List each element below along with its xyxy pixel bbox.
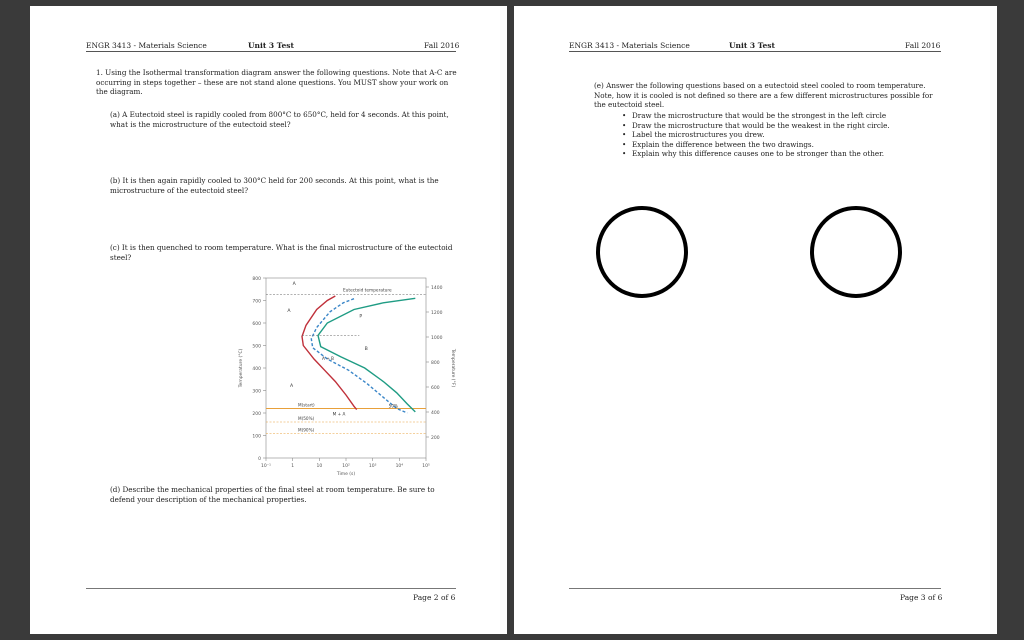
y2-tick-label: 400 — [431, 411, 440, 416]
y-tick-label: 800 — [252, 277, 261, 282]
y2-tick-label: 600 — [431, 386, 440, 391]
y-tick-label: 500 — [252, 344, 261, 350]
bullet-item: • Explain the difference between the two drawings. — [622, 140, 942, 150]
x-axis-label: Time (s) — [336, 472, 356, 477]
y-tick-label: 100 — [252, 434, 261, 440]
question-d: (d) Describe the mechanical properties of the final steel at room temperature. Be sure to defend your description of the mechanical properties. — [110, 485, 435, 504]
bullet-item: • Explain why this difference causes one to be stronger than the other. — [622, 149, 942, 159]
question-a: (a) A Eutectoid steel is rapidly cooled from 800°C to 650°C, held for 4 seconds. At this point, what is the microstructure of the eutectoid steel? — [110, 110, 449, 129]
m90-label: M(90%) — [298, 427, 315, 433]
y2-axis-label: Temperature (°F) — [450, 348, 455, 388]
y-tick-label: 300 — [252, 389, 261, 395]
y2-tick-label: 1200 — [431, 311, 443, 316]
region-label-a-mid: A — [287, 308, 291, 314]
x-tick-label: 10² — [342, 464, 350, 469]
right-drawing-circle[interactable] — [810, 206, 902, 298]
header-course: ENGR 3413 - Materials Science — [86, 41, 207, 50]
page-number: Page 3 of 6 — [900, 593, 943, 602]
region-label-a-top: A — [292, 281, 296, 287]
x-tick-label: 10⁻¹ — [261, 464, 271, 469]
question-1-intro: 1. Using the Isothermal transformation diagram answer the following questions. Note that A-C are occurring in steps together – these are not stand alone questions. You MUST show your work on the diagram. — [96, 68, 457, 97]
y-tick-label: 400 — [252, 367, 261, 372]
header-rule — [86, 51, 456, 52]
y2-tick-label: 1000 — [431, 336, 443, 341]
x-tick-label: 10 — [316, 464, 323, 469]
region-label-m-plus-a: M + A — [332, 411, 346, 417]
y-axis-label: Temperature (°C) — [239, 348, 244, 388]
page-2 — [30, 6, 507, 634]
x-tick-label: 10⁴ — [395, 464, 404, 469]
bullet-item: • Draw the microstructure that would be the strongest in the left circle — [622, 111, 942, 121]
curve-finish — [318, 298, 415, 412]
region-label-a-low: A — [290, 384, 294, 390]
x-tick-label: 1 — [291, 464, 295, 469]
question-e: (e) Answer the following questions based on a eutectoid steel cooled to room temperature. Note, how it is cooled is not defined so there are a few different microstructures possible for the eutectoid steel. — [594, 81, 933, 110]
footer-rule — [569, 588, 941, 589]
header-rule — [569, 51, 941, 52]
y2-tick-label: 1400 — [431, 286, 443, 291]
header-term: Fall 2016 — [424, 41, 460, 50]
y-tick-label: 0 — [258, 457, 261, 462]
plot-frame — [266, 278, 426, 458]
y2-tick-label: 800 — [431, 361, 440, 366]
x-tick-label: 10³ — [368, 464, 377, 469]
page-3 — [514, 6, 997, 634]
y-tick-label: 700 — [252, 299, 261, 305]
region-label-a-plus-b: A + B — [322, 356, 334, 362]
y-tick-label: 200 — [252, 412, 261, 417]
ttt-diagram — [230, 262, 460, 484]
label-50pct: 50% — [388, 403, 398, 409]
page-number: Page 2 of 6 — [413, 593, 456, 602]
bullet-item: • Label the microstructures you drew. — [622, 130, 942, 140]
header-unit: Unit 3 Test — [729, 41, 775, 50]
left-drawing-circle[interactable] — [596, 206, 688, 298]
header-unit: Unit 3 Test — [248, 41, 294, 50]
footer-rule — [86, 588, 456, 589]
question-e-bullets — [622, 111, 942, 159]
region-label-b: B — [364, 347, 368, 352]
header-course: ENGR 3413 - Materials Science — [569, 41, 690, 50]
eutectoid-label: Eutectoid temperature — [342, 288, 392, 294]
header-term: Fall 2016 — [905, 41, 941, 50]
bullet-item: • Draw the microstructure that would be the weakest in the right circle. — [622, 121, 942, 131]
region-label-p: P — [359, 314, 363, 320]
question-b: (b) It is then again rapidly cooled to 300°C held for 200 seconds. At this point, what is the microstructure of the eutectoid steel? — [110, 176, 439, 195]
m-start-label: M(start) — [298, 402, 315, 408]
question-c: (c) It is then quenched to room temperature. What is the final microstructure of the eutectoid steel? — [110, 243, 453, 262]
m50-label: M(50%) — [298, 416, 315, 421]
y2-tick-label: 200 — [431, 436, 440, 441]
x-tick-label: 10⁵ — [422, 464, 430, 469]
y-tick-label: 600 — [252, 322, 261, 327]
